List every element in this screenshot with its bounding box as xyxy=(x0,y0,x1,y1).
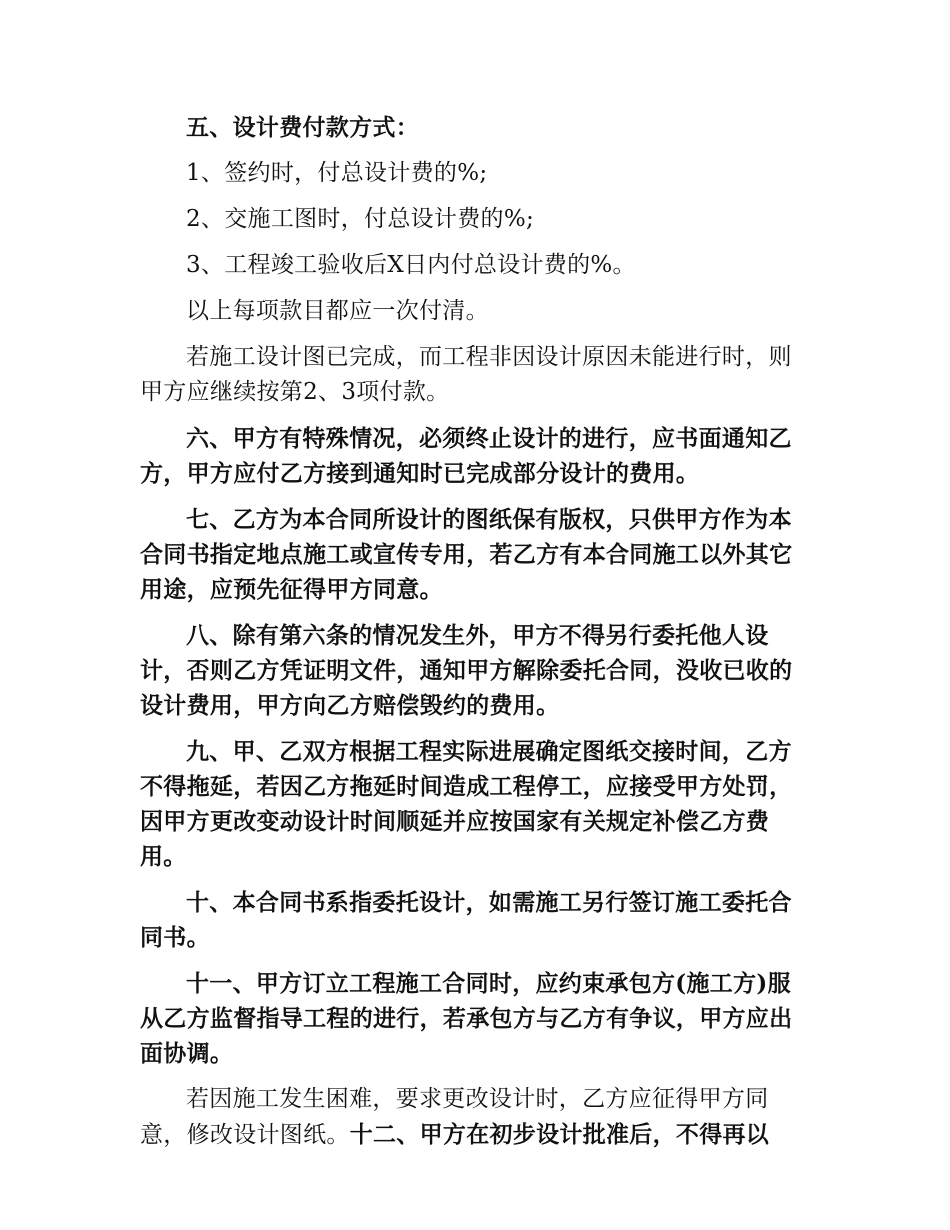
clause-7: 七、乙方为本合同所设计的图纸保有版权，只供甲方作为本合同书指定地点施工或宣传专用，若乙方有本合同施工以外其它用途，应预先征得甲方同意。 xyxy=(140,506,793,603)
clause-11: 十一、甲方订立工程施工合同时，应约束承包方(施工方)服从乙方监督指导工程的进行，若承包方与乙方有争议，甲方应出面协调。 xyxy=(140,970,793,1067)
document-body xyxy=(140,110,812,1164)
section-5-heading: 五、设计费付款方式： xyxy=(186,114,419,141)
payment-exception-clause: 若施工设计图已完成，而工程非因设计原因未能进行时，则甲方应继续按第2、3项付款。 xyxy=(140,344,792,405)
design-change-clause xyxy=(140,1082,812,1153)
payment-item-2: 2、交施工图时，付总设计费的%; xyxy=(186,206,535,232)
payment-note: 以上每项款目都应一次付清。 xyxy=(186,298,489,324)
clause-8: 八、除有第六条的情况发生外，甲方不得另行委托他人设计，否则乙方凭证明文件，通知甲方解除委托合同，没收已收的设计费用，甲方向乙方赔偿毁约的费用。 xyxy=(140,622,793,719)
payment-item-3: 3、工程竣工验收后X日内付总设计费的%。 xyxy=(186,252,636,278)
clause-9: 九、甲、乙双方根据工程实际进展确定图纸交接时间，乙方不得拖延，若因乙方拖延时间造成工程停工，应接受甲方处罚，因甲方更改变动设计时间顺延并应按国家有关规定补偿乙方费用。 xyxy=(140,738,793,870)
clause-10: 十、本合同书系指委托设计，如需施工另行签订施工委托合同书。 xyxy=(140,889,792,951)
payment-item-1: 1、签约时，付总设计费的%; xyxy=(186,160,488,186)
clause-6: 六、甲方有特殊情况，必须终止设计的进行，应书面通知乙方，甲方应付乙方接到通知时已完成部分设计的费用。 xyxy=(140,425,792,487)
design-change-text: 若因施工发生困难，要求更改设计时，乙方应征得甲方同意，修改设计图纸。 xyxy=(140,1086,769,1148)
clause-12-start: 十二、甲方在初步设计批准后，不得再以 xyxy=(349,1121,770,1148)
